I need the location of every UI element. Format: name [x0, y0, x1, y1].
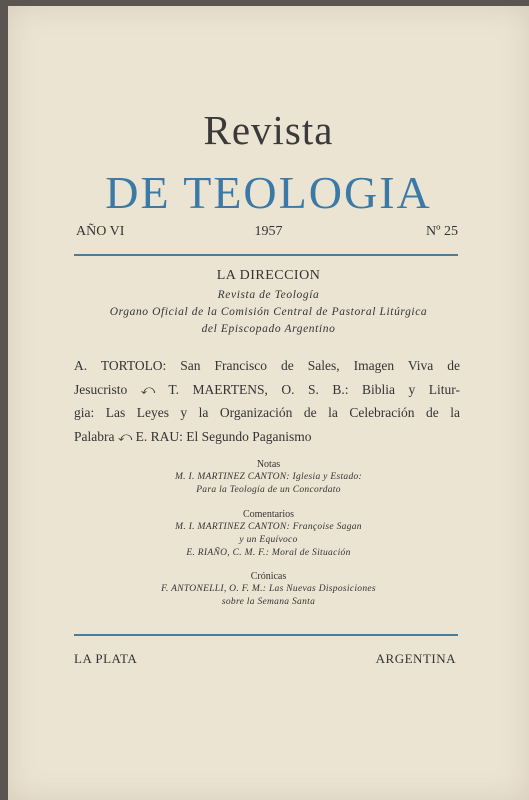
cronicas-line-1: F. ANTONELLI, O. F. M.: Las Nuevas Disposiciones — [161, 584, 376, 594]
magazine-cover — [8, 6, 529, 800]
bottom-rule — [74, 634, 458, 636]
direction-line-3: del Episcopado Argentino — [201, 323, 336, 335]
footer-city: LA PLATA — [74, 651, 138, 666]
title-de-teologia: DE TEOLOGIA — [105, 167, 432, 218]
direction-heading: LA DIRECCION — [216, 268, 321, 283]
notas-heading: Notas — [256, 459, 281, 470]
notas-line-1: M. I. MARTINEZ CANTON: Iglesia y Estado: — [174, 472, 363, 482]
article-line-2: Jesucristo ⤺ T. MAERTENS, O. S. B.: Biblia y Litur- — [74, 381, 460, 397]
article-list — [74, 354, 460, 448]
notas-line-2: Para la Teología de un Concordato — [196, 485, 341, 495]
footer-country: ARGENTINA — [375, 651, 456, 666]
article-line-4: Palabra ⤺ E. RAU: El Segundo Paganismo — [74, 428, 312, 444]
cronicas-line-2: sobre la Semana Santa — [221, 597, 316, 607]
comentarios-line-1: M. I. MARTINEZ CANTON: Françoise Sagan — [175, 522, 362, 532]
year: 1957 — [254, 224, 283, 239]
cronicas-heading: Crónicas — [250, 571, 287, 582]
article-line-3: gia: Las Leyes y la Organización de la Celebración de la — [74, 405, 460, 420]
year-label: AÑO VI — [76, 224, 125, 239]
article-line-1: A. TORTOLO: San Francisco de Sales, Imagen Viva de — [74, 358, 460, 373]
comentarios-line-3: E. RIAÑO, C. M. F.: Moral de Situación — [186, 548, 351, 558]
comentarios-heading: Comentarios — [242, 509, 295, 520]
issue-number: Nº 25 — [426, 224, 458, 239]
direction-line-1: Revista de Teología — [217, 289, 320, 301]
direction-line-2: Organo Oficial de la Comisión Central de Pastoral Litúrgica — [109, 306, 428, 318]
title-revista: Revista — [203, 107, 334, 153]
top-rule — [74, 254, 458, 256]
comentarios-line-2: y un Equívoco — [239, 535, 298, 545]
